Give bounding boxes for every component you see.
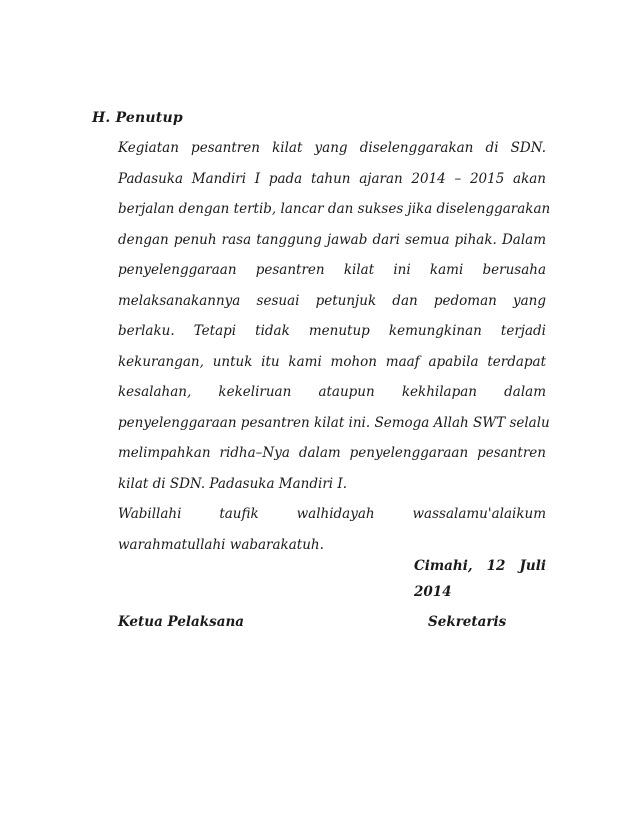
paragraph-line: Padasuka Mandiri I pada tahun ajaran 2014 – 2015 akan [118, 170, 546, 187]
paragraph-line: berlaku. Tetapi tidak menutup kemungkinan terjadi [118, 323, 546, 339]
signature-secretary: Sekretaris [428, 614, 507, 630]
paragraph-line: berjalan dengan tertib, lancar dan sukses jika diselenggarakan [118, 201, 551, 217]
paragraph-line: melaksanakannya sesuai petunjuk dan pedoman yang [118, 292, 546, 309]
paragraph-line: melimpahkan ridha–Nya dalam penyelenggaraan pesantren [118, 445, 546, 461]
closing-paragraph [118, 135, 551, 562]
paragraph-line: Kegiatan pesantren kilat yang diselenggarakan di SDN. [118, 140, 546, 156]
date-year: 2014 [414, 584, 452, 600]
paragraph-line: kilat di SDN. Padasuka Mandiri I. [118, 475, 348, 492]
closing-greeting-line: warahmatullahi wabarakatuh. [118, 536, 324, 553]
paragraph-line: penyelenggaraan pesantren kilat ini. Semoga Allah SWT selalu [118, 414, 550, 431]
paragraph-line: kesalahan, kekeliruan ataupun kekhilapan dalam [118, 384, 546, 400]
paragraph-line: penyelenggaraan pesantren kilat ini kami berusaha [118, 262, 546, 278]
paragraph-line: dengan penuh rasa tanggung jawab dari semua pihak. Dalam [118, 231, 546, 248]
section-heading: H. Penutup [92, 110, 183, 126]
paragraph-line: kekurangan, untuk itu kami mohon maaf apabila terdapat [118, 353, 546, 370]
place-date: Cimahi, 12 Juli [414, 558, 546, 574]
closing-greeting-line: Wabillahi taufik walhidayah wassalamu'alaikum [118, 506, 546, 522]
signature-chairperson: Ketua Pelaksana [118, 614, 245, 630]
